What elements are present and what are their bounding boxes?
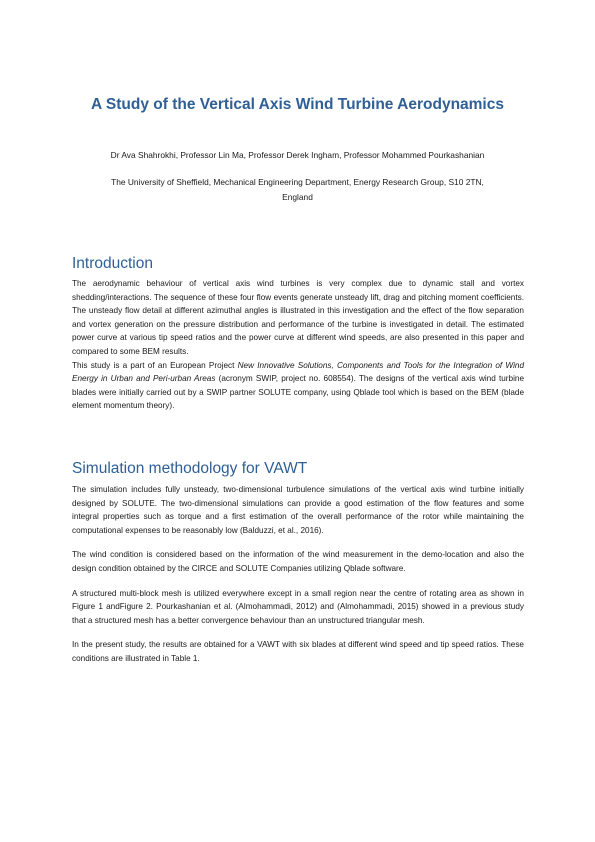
methodology-paragraph-1: The simulation includes fully unsteady, two-dimensional turbulence simulations of the vertical axis wind turbine initially designed by SOLUTE. The two-dimensional simulations can provide a good estimation of the flow features and some integral properties such as torque and a first estimation of the overall performance of the rotor while maintaining the computational expenses to be reasonably low (Balduzzi, et al., 2016). — [72, 485, 524, 535]
author-list: Dr Ava Shahrokhi, Professor Lin Ma, Professor Derek Ingham, Professor Mohammed Pourkashanian — [110, 150, 485, 160]
introduction-heading: Introduction — [72, 255, 153, 272]
paper-title: A Study of the Vertical Axis Wind Turbine Aerodynamics — [91, 96, 504, 113]
methodology-heading: Simulation methodology for VAWT — [72, 460, 308, 477]
introduction-paragraph-1: The aerodynamic behaviour of vertical axis wind turbines is very complex due to dynamic stall and vortex shedding/interactions. The sequence of these four flow events generate unsteady lift, drag and pitching moment coefficients. The unsteady flow detail at different azimuthal angles is illustrated in this investigation and the effect of the flow separation and vortex generation on the pressure distribution and performance of the turbine is investigated in detail. The estimated power curve at various tip speed ratios and the power curve at different wind speeds, are also presented in this paper and compared to some BEM results. — [72, 279, 524, 356]
affiliation: The University of Sheffield, Mechanical Engineering Department, Energy Research Group, S10 2TN, England — [111, 177, 484, 202]
introduction-body — [72, 277, 524, 413]
methodology-paragraph-3: A structured multi-block mesh is utilized everywhere except in a small region near the centre of rotating area as shown in Figure 1 andFigure 2. Pourkashanian et al. (Almohammadi, 2012) and (Almohammadi, 2015) showed in a previous study that a structured mesh has a better convergence behaviour than an unstructured triangular mesh. — [72, 588, 524, 625]
project-name: New Innovative Solutions, Components and Tools for the Integration of Wind Energy in Urban and Peri-urban Areas — [72, 360, 524, 384]
methodology-paragraph-2: The wind condition is considered based on the information of the wind measurement in the demo-location and also the design condition obtained by the CIRCE and SOLUTE Companies utilizing Qblade software. — [72, 550, 524, 573]
introduction-paragraph-2 — [72, 359, 524, 413]
methodology-body — [72, 483, 524, 666]
introduction-paragraph-2-end: (acronym SWIP, project no. 608554). The designs of the vertical axis wind turbine blades were initially carried out by a SWIP partner SOLUTE company, using Qblade tool which is based on the BEM (blade element momentum theory). — [72, 374, 524, 411]
methodology-paragraph-4: In the present study, the results are obtained for a VAWT with six blades at different wind speed and tip speed ratios. These conditions are illustrated in Table 1. — [72, 640, 524, 663]
introduction-paragraph-2-start: This study is a part of an European Project — [72, 360, 238, 370]
